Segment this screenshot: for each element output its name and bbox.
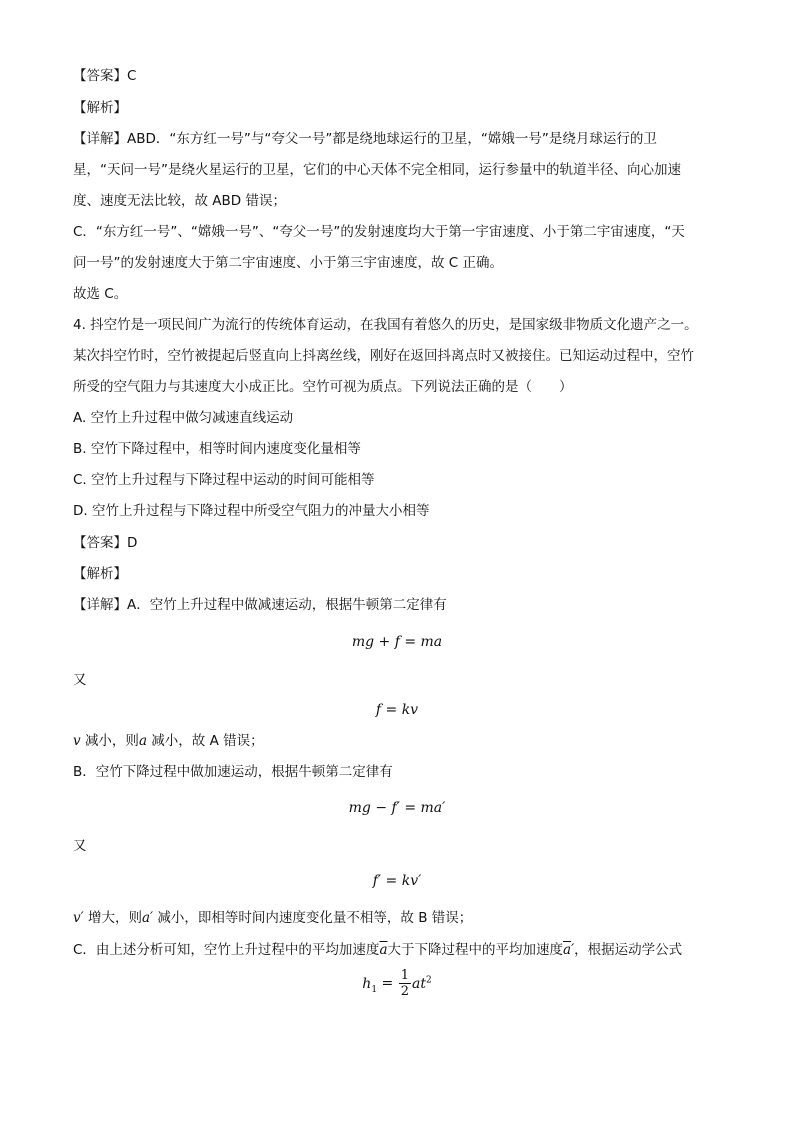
q4-stem-line-3: 所受的空气阻力与其速度大小成正比。空竹可视为质点。下列说法正确的是（ ） — [73, 379, 573, 395]
q4-answer: D — [127, 535, 138, 551]
q3-answer-line — [73, 66, 136, 86]
answer-label: 【答案】 — [73, 68, 127, 84]
q4-answer-line — [73, 533, 137, 553]
q3-answer: C — [127, 68, 137, 84]
again-label-1: 又 — [73, 672, 87, 688]
fraction: $\frac{1}{2}$ — [400, 968, 409, 999]
q4-option-a: A. 空竹上升过程中做匀减速直线运动 — [73, 410, 294, 426]
q3-detail-line-5: 问一号”的发射速度大于第二宇宙速度、小于第三宇宙速度，故 C 正确。 — [73, 255, 504, 271]
detail-label: 【详解】 — [73, 597, 127, 613]
again-label-2: 又 — [73, 838, 87, 854]
q3-detail-line-2: 星，“天问一号”是绕火星运行的卫星，它们的中心天体不完全相同，运行参量中的轨道半径、向心加速 — [73, 162, 681, 178]
answer-label: 【答案】 — [73, 535, 127, 551]
q3-detail-line-4: C．“东方红一号”、“嫦娥一号”、“夸父一号”的发射速度均大于第一宇宙速度、小于第二宇宙速度，“天 — [73, 224, 685, 240]
q4-detail-a: 【详解】A．空竹上升过程中做减速运动，根据牛顿第二定律有 — [73, 597, 447, 613]
a-conclusion: v 减小，则a 减小，故 A 错误； — [73, 733, 264, 749]
equation-4: f′ = kv′ — [372, 873, 422, 889]
q3-analysis-label: 【解析】 — [73, 100, 127, 116]
equation-1: mg + f = ma — [351, 634, 443, 650]
q3-detail-line-1: 【详解】ABD．“东方红一号”与“夸父一号”都是绕地球运行的卫星，“嫦娥一号”是绕月球运行的卫 — [73, 131, 657, 147]
q4-option-d: D. 空竹上升过程与下降过程中所受空气阻力的冲量大小相等 — [73, 503, 430, 519]
equation-2: f = kv — [375, 702, 419, 718]
q4-detail-b: B．空竹下降过程中做加速运动，根据牛顿第二定律有 — [73, 764, 393, 780]
q4-detail-c: C．由上述分析可知，空竹上升过程中的平均加速度$\overline{a}$大于下降过程中的平均加速度$\overline{a}'$，根据运动学公式 — [73, 942, 683, 958]
q3-conclusion: 故选 C。 — [73, 286, 128, 302]
q4-option-c: C. 空竹上升过程与下降过程中运动的时间可能相等 — [73, 472, 375, 488]
b-conclusion: v′ 增大，则a′ 减小，即相等时间内速度变化量不相等，故 B 错误； — [73, 910, 473, 926]
q3-detail-line-3: 度、速度无法比较，故 ABD 错误； — [73, 193, 286, 209]
q4-analysis-label: 【解析】 — [73, 566, 127, 582]
q4-option-b: B. 空竹下降过程中，相等时间内速度变化量相等 — [73, 441, 361, 457]
equation-5: $h_1$ = $\frac{1}{2}$ $at^2$ — [362, 968, 432, 999]
equation-3: mg − f′ = ma′ — [348, 800, 446, 816]
detail-label: 【详解】 — [73, 131, 127, 147]
q4-stem-line-2: 某次抖空竹时，空竹被提起后竖直向上抖离丝线，刚好在返回抖离点时又被接住。已知运动过程中，空竹 — [73, 348, 694, 364]
q4-stem-line-1: 4. 抖空竹是一项民间广为流行的传统体育运动，在我国有着悠久的历史，是国家级非物质文化遗产之一。 — [73, 317, 698, 333]
